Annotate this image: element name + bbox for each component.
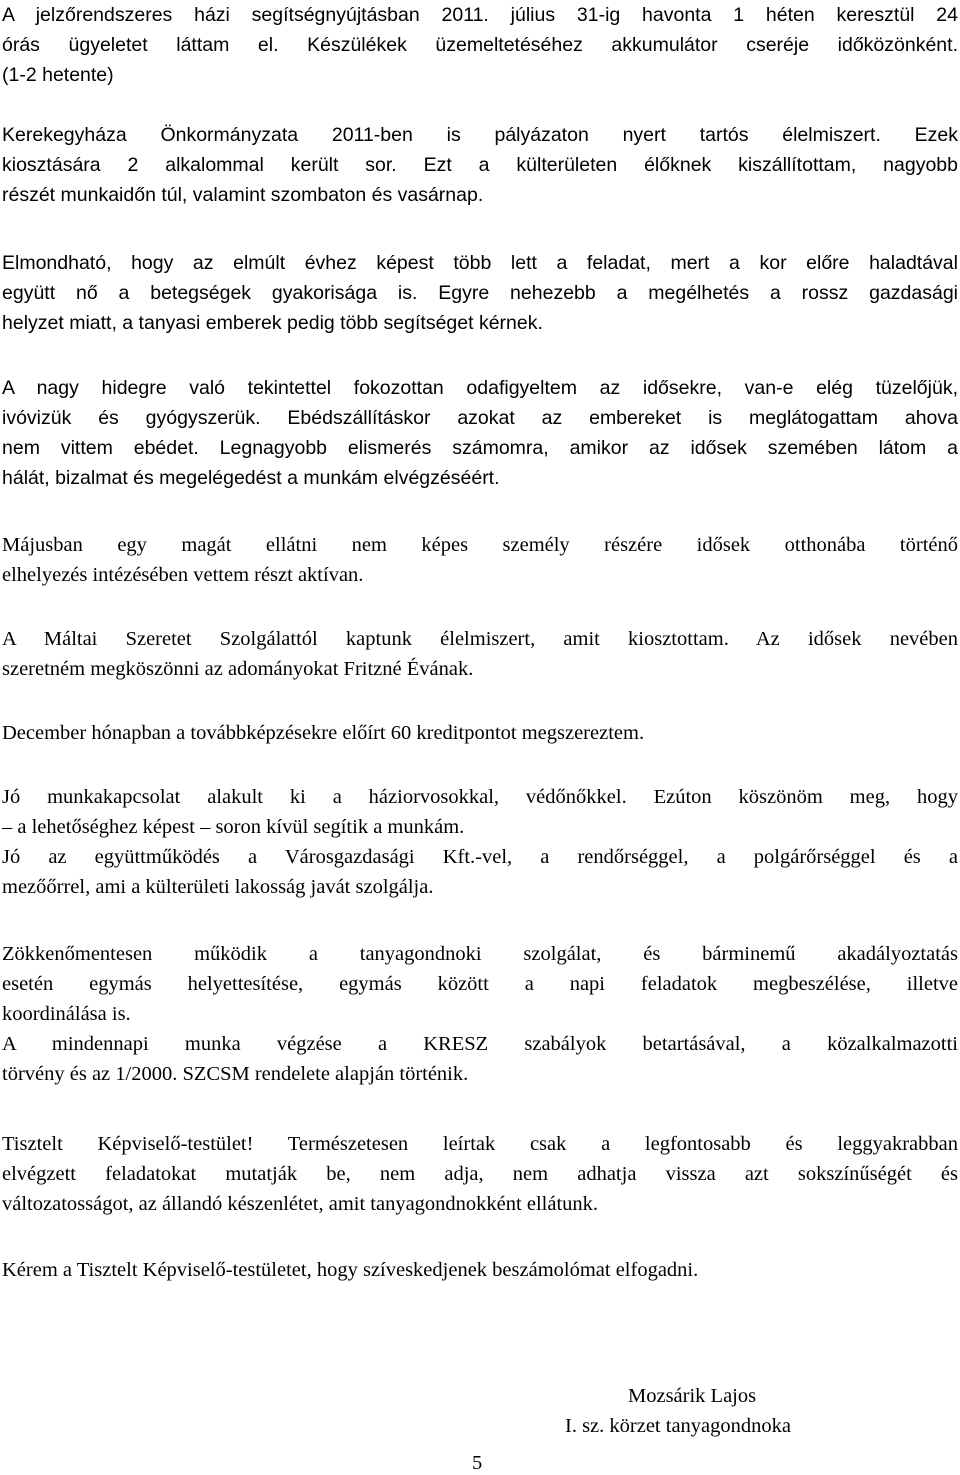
- paragraph-line: törvény és az 1/2000. SZCSM rendelete alapján történik.: [2, 1063, 469, 1085]
- paragraph-line: Elmondható, hogy az elmúlt évhez képest több lett a feladat, mert a kor előre haladtával: [2, 252, 958, 274]
- paragraph-line: részét munkaidőn túl, valamint szombaton és vasárnap.: [2, 184, 484, 206]
- paragraph-9: [2, 939, 958, 1089]
- paragraph-8: [2, 782, 958, 902]
- paragraph-line: esetén egymás helyettesítése, egymás között a napi feladatok megbeszélése, illetve: [2, 973, 958, 995]
- paragraph-line: Tisztelt Képviselő-testület! Természetesen leírtak csak a legfontosabb és leggyakrabban: [2, 1133, 958, 1155]
- paragraph-line: elhelyezés intézésében vettem részt aktívan.: [2, 564, 364, 586]
- paragraph-line: December hónapban a továbbképzésekre előírt 60 kreditpontot megszereztem.: [2, 722, 645, 744]
- paragraph-line: nem vittem ebédet. Legnagyobb elismerés számomra, amikor az idősek szemében látom a: [2, 437, 958, 459]
- paragraph-line: hálát, bizalmat és megelégedést a munkám elvégzéséért.: [2, 467, 500, 489]
- paragraph-6: [2, 624, 958, 684]
- paragraph-line: szeretném megköszönni az adományokat Fritzné Évának.: [2, 658, 474, 680]
- paragraph-line: A mindennapi munka végzése a KRESZ szabályok betartásával, a közalkalmazotti: [2, 1033, 958, 1055]
- paragraph-line: Zökkenőmentesen működik a tanyagondnoki szolgálat, és bárminemű akadályoztatás: [2, 943, 958, 965]
- paragraph-line: órás ügyeletet láttam el. Készülékek üzemeltetéséhez akkumulátor cseréje időközönként.: [2, 34, 958, 56]
- page-number: 5: [472, 1452, 483, 1474]
- paragraph-line: A Máltai Szeretet Szolgálattól kaptunk élelmiszert, amit kiosztottam. Az idősek nevében: [2, 628, 958, 650]
- paragraph-1: [2, 0, 958, 90]
- paragraph-line: Kérem a Tisztelt Képviselő-testületet, hogy szíveskedjenek beszámolómat elfogadni.: [2, 1259, 699, 1281]
- paragraph-5: [2, 530, 958, 590]
- paragraph-2: [2, 120, 958, 210]
- paragraph-line: A nagy hidegre való tekintettel fokozottan odafigyeltem az idősekre, van-e elég tüzelőjük,: [2, 377, 958, 399]
- paragraph-10: [2, 1129, 958, 1219]
- paragraph-line: elvégzett feladatokat mutatják be, nem adja, nem adhatja vissza azt sokszínűségét és: [2, 1163, 958, 1185]
- paragraph-line: koordinálása is.: [2, 1003, 131, 1025]
- paragraph-line: Kerekegyháza Önkormányzata 2011-ben is pályázaton nyert tartós élelmiszert. Ezek: [2, 124, 958, 146]
- paragraph-line: mezőőrrel, ami a külterületi lakosság javát szolgálja.: [2, 876, 434, 898]
- paragraph-line: Jó munkakapcsolat alakult ki a háziorvosokkal, védőnőkkel. Ezúton köszönöm meg, hogy: [2, 786, 958, 808]
- paragraph-4: [2, 373, 958, 493]
- paragraph-line: helyzet miatt, a tanyasi emberek pedig több segítséget kérnek.: [2, 312, 543, 334]
- paragraph-line: ivóvizük és gyógyszerük. Ebédszállításkor azokat az embereket is meglátogattam ahova: [2, 407, 958, 429]
- paragraph-3: [2, 248, 958, 338]
- paragraph-7: [2, 718, 958, 748]
- paragraph-line: Jó az együttműködés a Városgazdasági Kft.-vel, a rendőrséggel, a polgárőrséggel és a: [2, 846, 958, 868]
- signature-role: I. sz. körzet tanyagondnoka: [565, 1415, 791, 1437]
- paragraph-11: [2, 1255, 958, 1285]
- signature-name: Mozsárik Lajos: [628, 1385, 757, 1407]
- paragraph-line: (1-2 hetente): [2, 64, 114, 86]
- paragraph-line: változatosságot, az állandó készenlétet, amit tanyagondnokként ellátunk.: [2, 1193, 599, 1215]
- paragraph-line: együtt nő a betegségek gyakorisága is. Egyre nehezebb a megélhetés a rossz gazdasági: [2, 282, 958, 304]
- paragraph-line: Májusban egy magát ellátni nem képes személy részére idősek otthonába történő: [2, 534, 958, 556]
- paragraph-line: kiosztására 2 alkalommal került sor. Ezt a külterületen élőknek kiszállítottam, nagyobb: [2, 154, 958, 176]
- paragraph-line: – a lehetőséghez képest – soron kívül segítik a munkám.: [2, 816, 465, 838]
- paragraph-line: A jelzőrendszeres házi segítségnyújtásban 2011. július 31-ig havonta 1 héten keresztül 24: [2, 4, 958, 26]
